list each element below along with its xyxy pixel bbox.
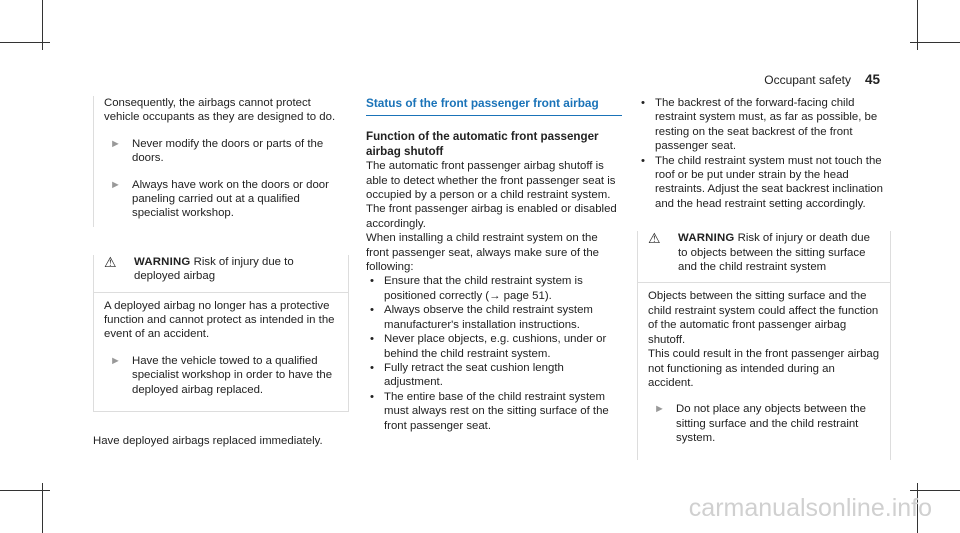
warning-header (648, 231, 880, 274)
warning-title: Risk of injury or death due to objects between the sitting surface and the child restraint system (678, 232, 870, 274)
page-number: 45 (864, 72, 880, 87)
instruction-step (104, 178, 349, 227)
sub-heading: Function of the automatic front passenger airbag shutoff (366, 130, 599, 158)
list-item-text: The entire base of the child restraint system must always rest on the sitting surface of the front passenger seat. (384, 390, 609, 432)
closing-text: Have deployed airbags replaced immediately. (93, 435, 323, 448)
instruction-step (104, 354, 338, 397)
step-text: Do not place any objects between the sitting surface and the child restraint system. (676, 403, 866, 445)
bullet-icon: • (370, 390, 374, 403)
column-3 (637, 96, 891, 460)
warning-header (104, 255, 338, 284)
instruction-step (648, 402, 880, 445)
step-text: Always have work on the doors or door paneling carried out at a qualified specialist workshop. (132, 178, 329, 220)
list-item (366, 390, 622, 433)
warning-title: Risk of injury due to deployed airbag (134, 255, 294, 283)
warning-label: WARNING (678, 232, 735, 245)
watermark: carmanualsonline.info (688, 494, 932, 522)
step-text: Never modify the doors or parts of the doors. (132, 137, 324, 165)
bullet-icon: • (641, 154, 645, 167)
paragraph: When installing a child restraint system on the front passenger seat, always make sure of the following: (366, 232, 599, 274)
bullet-list (637, 96, 891, 211)
section-title: Occupant safety (764, 73, 851, 87)
column-2 (366, 96, 622, 433)
section-heading: Status of the front passenger front airbag (366, 96, 622, 116)
warning-body: Objects between the sitting surface and the child restraint system could affect the function of the automatic front passenger airbag shutoff. (648, 290, 879, 346)
crop-mark (0, 42, 50, 43)
intro-text: Consequently, the airbags cannot protect vehicle occupants as they are designed to do. (104, 97, 336, 124)
column-1 (93, 96, 349, 449)
warning-triangle-icon: ⚠ (648, 230, 661, 247)
bullet-list (366, 274, 622, 432)
crop-mark (910, 490, 960, 491)
instruction-step (104, 137, 349, 166)
divider (94, 292, 348, 293)
bullet-icon: • (641, 97, 645, 109)
crop-mark (910, 42, 960, 43)
step-text: Have the vehicle towed to a qualified specialist workshop in order to have the deployed airbag replaced. (132, 354, 333, 396)
warning-triangle-icon: ⚠ (104, 253, 117, 270)
list-item-text: Always observe the child restraint system manufacturer's installation instructions. (384, 304, 593, 331)
crop-mark (0, 490, 50, 491)
list-item (637, 154, 891, 212)
arrow-icon: ► (110, 178, 121, 191)
bullet-icon: • (370, 361, 374, 374)
intro-box (93, 96, 349, 227)
list-item-text: The backrest of the forward-facing child restraint system must, as far as possible, be resting on the seat backrest of the front passenger seat. (655, 97, 878, 153)
warning-label: WARNING (134, 255, 191, 268)
divider (638, 282, 890, 283)
list-item-text: Fully retract the seat cushion length adjustment. (384, 361, 564, 389)
arrow-icon: ► (110, 137, 121, 150)
warning-box (93, 255, 349, 412)
page-header (764, 72, 880, 87)
list-item (637, 96, 891, 154)
list-item (366, 303, 622, 332)
paragraph: The automatic front passenger airbag shutoff is able to detect whether the front passenger seat is occupied by a person or a child restraint system. The front passenger airbag is enabled or disabled accordingly. (366, 160, 617, 230)
list-item (366, 361, 622, 390)
warning-body: This could result in the front passenger airbag not functioning as intended during an accident. (648, 348, 880, 389)
list-item-text: Never place objects, e.g. cushions, under or behind the child restraint system. (384, 333, 607, 360)
bullet-icon: • (370, 333, 374, 346)
list-item-text: The child restraint system must not touch the roof or be put under strain by the head restraints. Adjust the seat backrest inclination and the head restraint setting accordingly. (655, 154, 883, 210)
bullet-icon: • (370, 304, 374, 317)
arrow-icon: ► (654, 403, 665, 416)
list-item-text: Ensure that the child restraint system is positioned correctly (→ page 51). (384, 275, 583, 302)
list-item (366, 274, 622, 303)
warning-box (637, 231, 891, 459)
list-item (366, 332, 622, 361)
warning-body: A deployed airbag no longer has a protective function and cannot protect as intended in the event of an accident. (104, 299, 335, 341)
bullet-icon: • (370, 275, 374, 288)
arrow-icon: ► (110, 354, 121, 367)
